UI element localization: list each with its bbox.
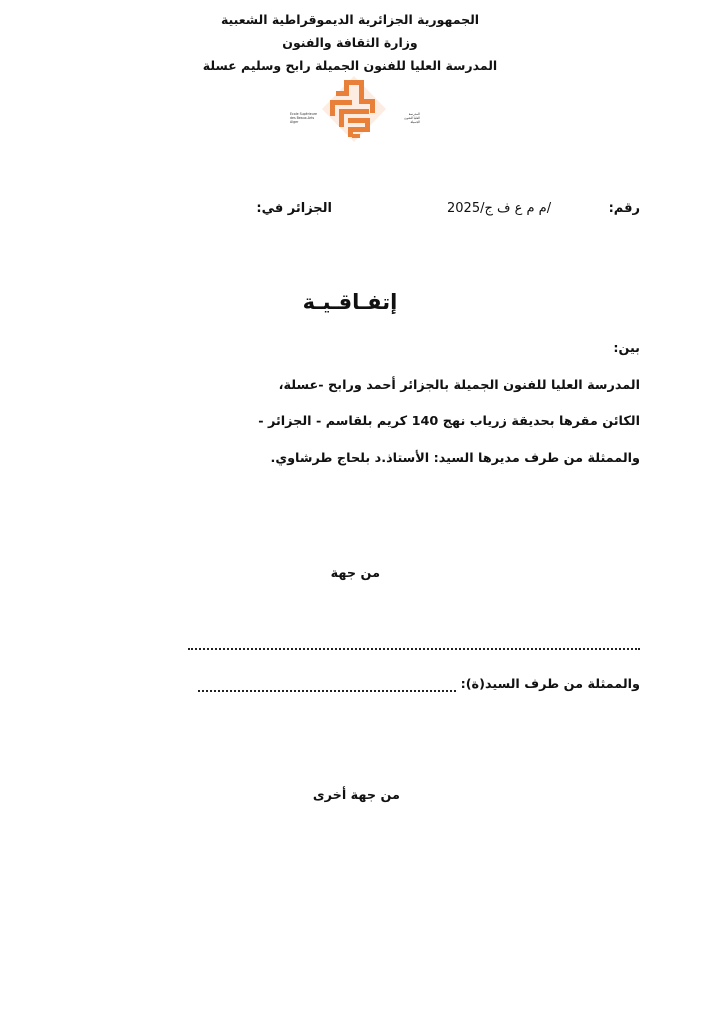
header-line-school: المدرسة العليا للفنون الجميلة رابح وسليم عسلة — [202, 58, 498, 73]
logo-small-text-left: Ecole Supérieure des Beaux-Arts Alger — [290, 112, 317, 124]
party2-name-blank-line — [188, 648, 640, 650]
header-line-republic: الجمهورية الجزائرية الديموقراطية الشعبية — [220, 12, 480, 27]
second-party-side-label: من جهة أخرى — [312, 788, 400, 803]
party1-name: المدرسة العليا للفنون الجميلة بالجزائر أحمد ورابح -عسلة، — [278, 378, 640, 393]
party2-representative-label: والممثلة من طرف السيد(ة): — [460, 677, 640, 692]
reference-number-label: رقم: — [608, 201, 640, 216]
party1-representative: والممثلة من طرف مديرها السيد: الأستاذ.د بلحاج طرشاوي. — [270, 451, 640, 466]
header-line-ministry: وزارة الثقافة والفنون — [282, 35, 418, 50]
kufic-square-logo-icon — [322, 76, 386, 142]
party1-address: الكائن مقرها بحديقة زرياب نهج 140 كريم بلقاسم - الجزائر - — [258, 414, 640, 429]
school-logo — [290, 76, 420, 142]
logo-small-text-right: المدرسة العليا للفنون الجميلة — [404, 112, 420, 124]
first-party-side-label: من جهة — [330, 566, 380, 581]
party2-representative-blank-line — [198, 690, 456, 692]
place-date-label: الجزائر في: — [256, 201, 332, 216]
document-title: إتفـاقـيـة — [302, 290, 398, 314]
between-label: بين: — [613, 341, 640, 356]
reference-code: /م م ع ف ج/2025 — [447, 201, 552, 216]
